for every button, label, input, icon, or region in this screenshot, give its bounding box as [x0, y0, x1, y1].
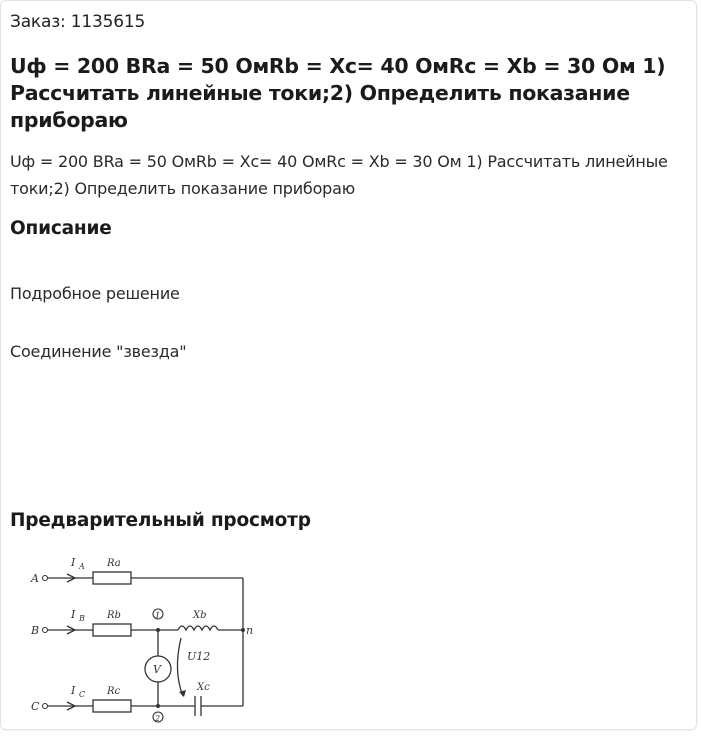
- current-b-sub: B: [79, 614, 85, 623]
- current-a-sub: A: [79, 562, 85, 571]
- phase-b-label: B: [31, 624, 40, 637]
- xb-label: Xb: [193, 610, 207, 621]
- current-c-label: I: [71, 684, 76, 697]
- phase-a-label: A: [31, 572, 39, 585]
- node-2-label: 2: [155, 714, 161, 723]
- preview-heading: Предварительный просмотр: [10, 510, 311, 531]
- order-number: Заказ: 1135615: [10, 12, 146, 32]
- phase-c-label: C: [31, 700, 40, 713]
- circuit-preview-image: [23, 546, 263, 731]
- description-paragraph: Соединение "звезда": [10, 342, 187, 361]
- voltage-label: U12: [187, 650, 211, 663]
- neutral-label: n: [246, 624, 254, 637]
- current-a-label: I: [71, 556, 76, 569]
- current-b-label: I: [71, 608, 76, 621]
- xc-label: Xc: [197, 682, 210, 693]
- page-title: Uф = 200 ВRa = 50 ОмRb = Xc= 40 ОмRc = Xb = 30 Ом 1) Рассчитать линейные токи;2) Определить показание прибораю: [10, 54, 666, 132]
- node-1-label: 1: [155, 611, 161, 620]
- description-paragraph: Подробное решение: [10, 284, 180, 303]
- ra-label: Ra: [107, 558, 121, 569]
- task-text: Uф = 200 ВRa = 50 ОмRb = Xc= 40 ОмRc = Xb = 30 Ом 1) Рассчитать линейные токи;2) Определить показание прибораю: [10, 152, 668, 198]
- rc-label: Rc: [107, 686, 121, 697]
- rb-label: Rb: [107, 610, 121, 621]
- voltmeter-label: V: [153, 663, 161, 676]
- description-heading: Описание: [10, 218, 112, 239]
- current-c-sub: C: [79, 690, 86, 699]
